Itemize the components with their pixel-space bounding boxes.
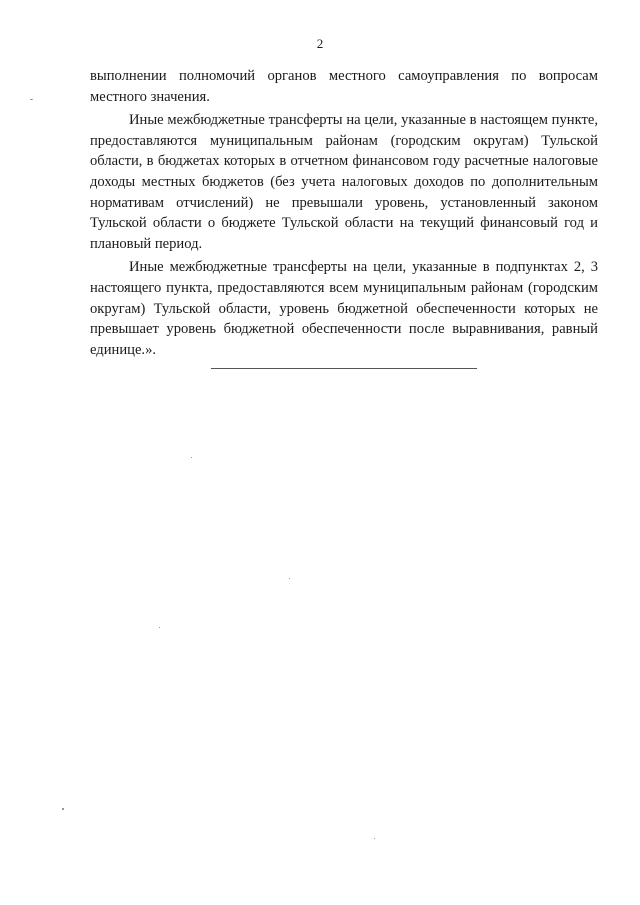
scan-speck	[374, 838, 375, 839]
paragraph-continuation: выполнении полномочий органов местного самоуправления по вопросам местного значения.	[90, 68, 598, 105]
paragraph-transfers-conditions: Иные межбюджетные трансферты на цели, указанные в настоящем пункте, предоставляются муниципальным районам (городским округам) Тульской области, в бюджетах которых в отчетном финансовом году расчетные налоговые доходы местных бюджетов (без учета налоговых доходов по дополнительным нормативам отчислений) не превышали уровень, установленный законом Тульской области о бюджете Тульской области на текущий финансовый год и плановый период.	[90, 112, 598, 252]
separator-line	[211, 368, 477, 369]
scan-speck	[159, 627, 160, 628]
paragraph-transfers-subitems: Иные межбюджетные трансферты на цели, указанные в подпунктах 2, 3 настоящего пункта, предоставляются всем муниципальным районам (городским округам) Тульской области, уровень бюджетной обеспеченности которых не превышает уровень бюджетной обеспеченности после выравнивания, равный единице.».	[90, 259, 598, 358]
page-number: 2	[316, 36, 324, 51]
document-body	[90, 66, 598, 363]
scan-speck	[289, 578, 290, 579]
scan-speck	[191, 457, 192, 458]
scan-speck	[62, 808, 64, 810]
scan-speck	[30, 99, 33, 100]
